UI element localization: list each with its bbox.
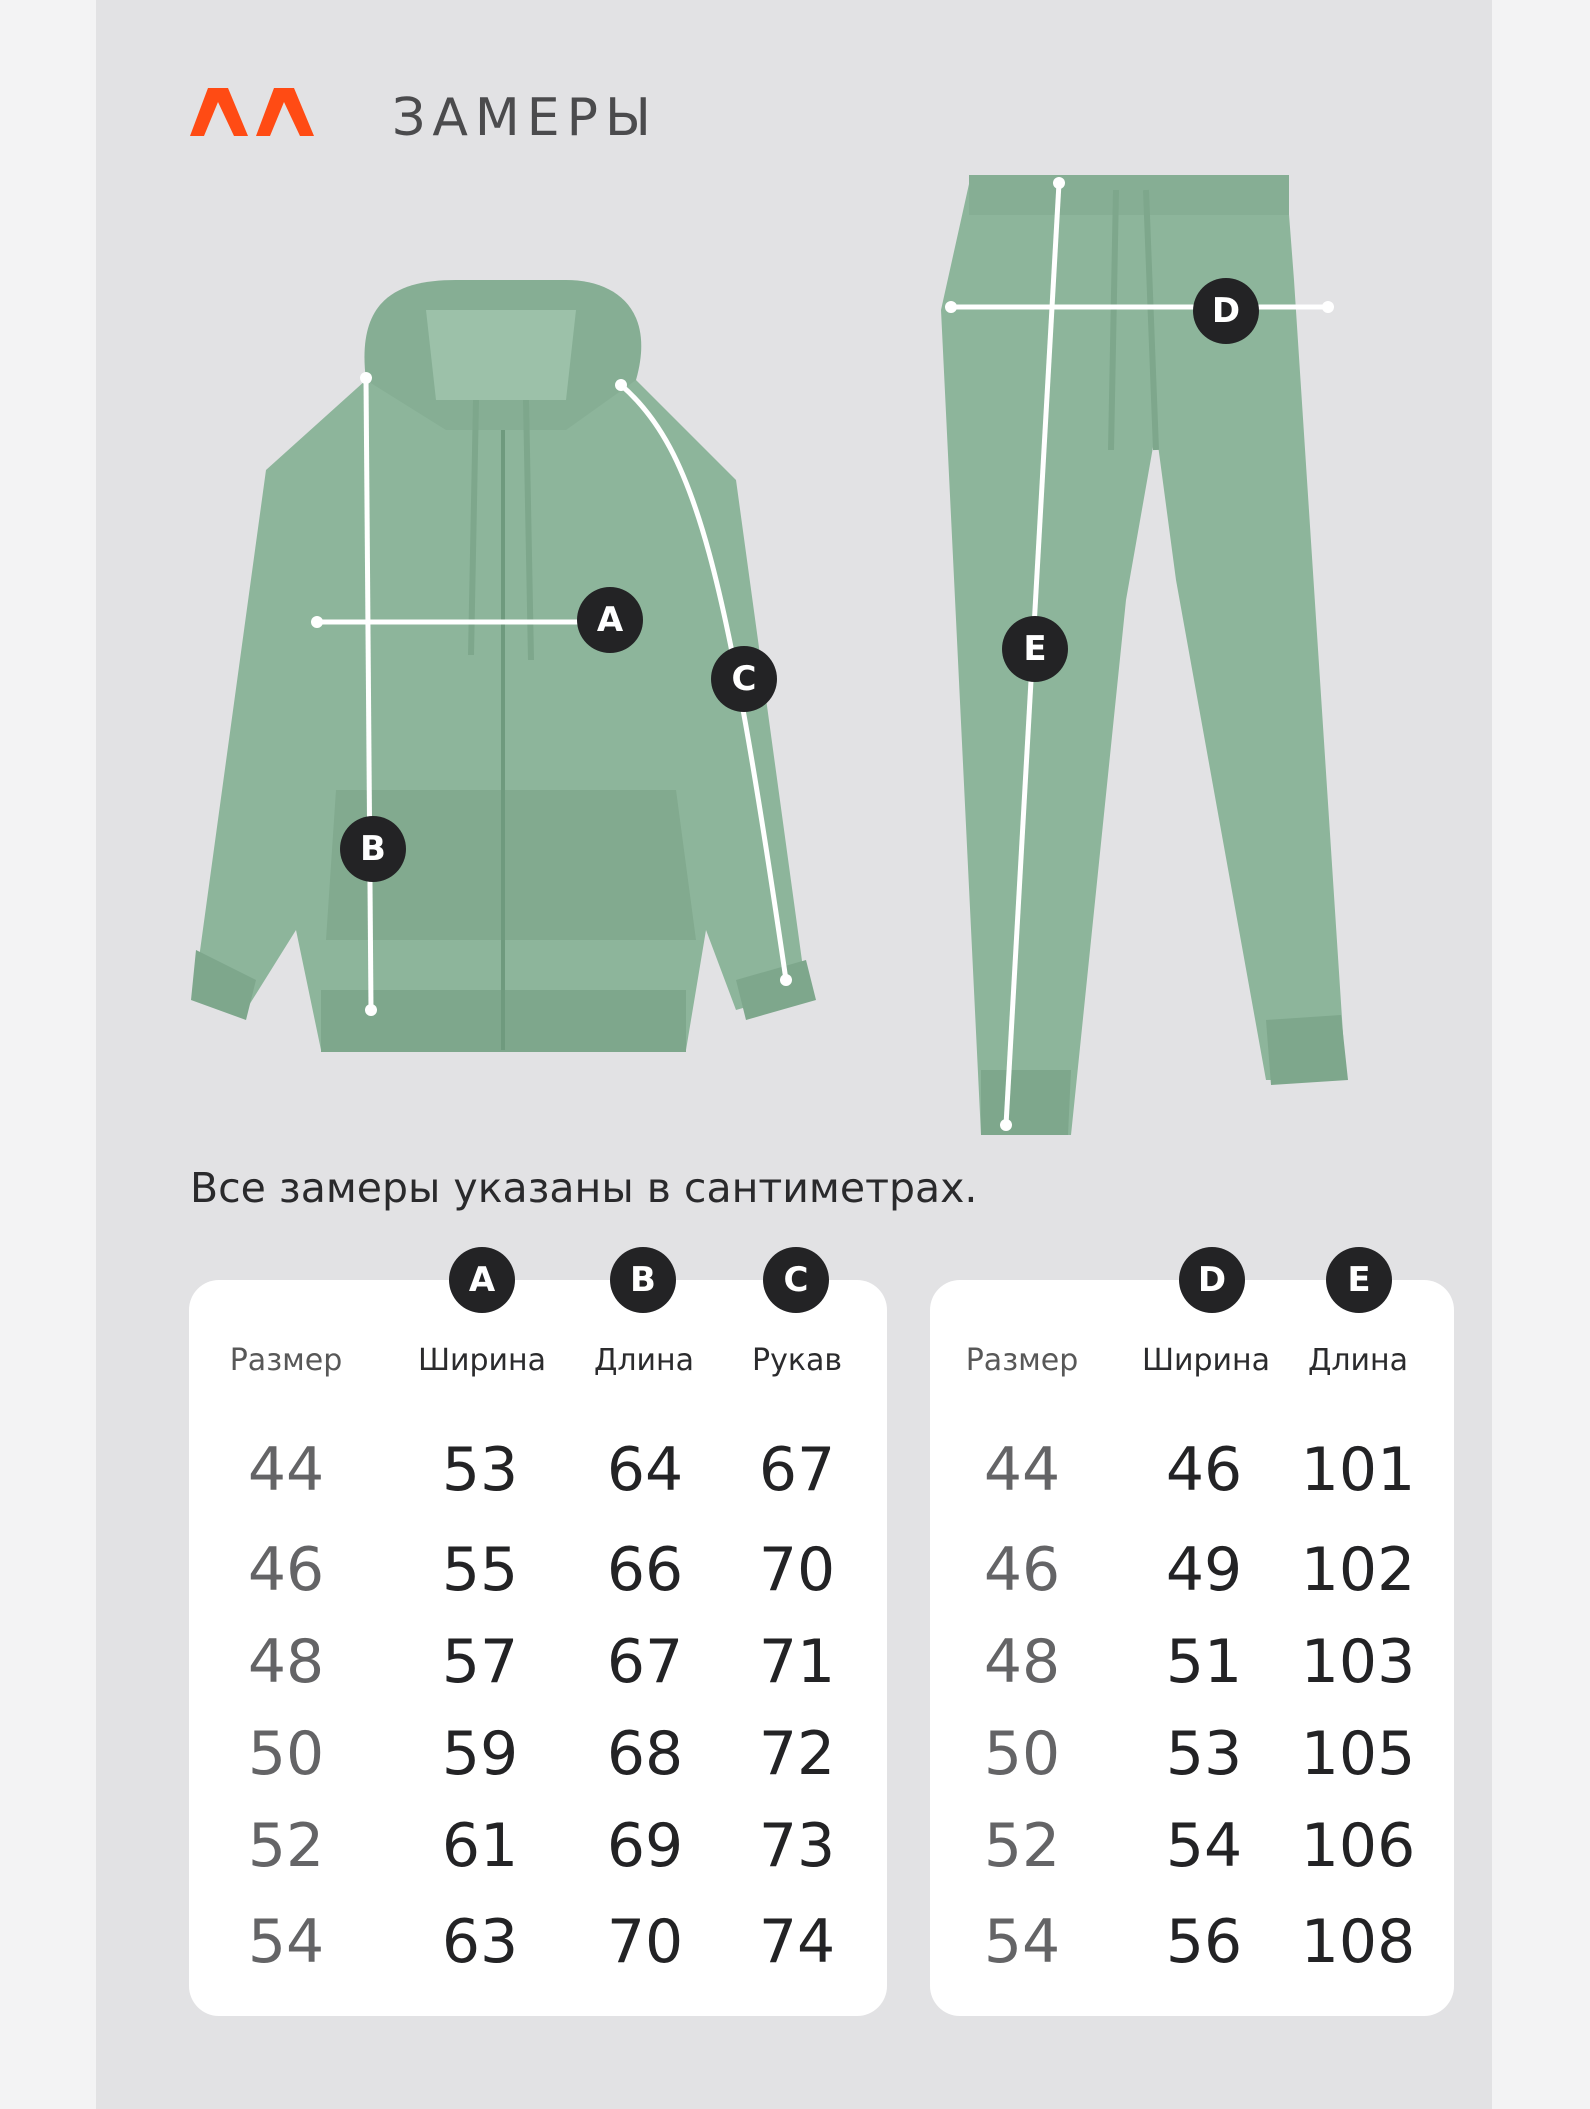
column-badge-c: C: [763, 1247, 829, 1313]
value-cell: 55: [441, 1535, 519, 1605]
column-badge-b: B: [610, 1247, 676, 1313]
size-cell: 48: [247, 1627, 325, 1697]
value-cell: 67: [606, 1627, 684, 1697]
size-cell: 50: [247, 1719, 325, 1789]
column-badge-a: A: [449, 1247, 515, 1313]
value-cell: 66: [606, 1535, 684, 1605]
value-cell: 106: [1300, 1811, 1416, 1881]
header-size: Размер: [965, 1343, 1079, 1378]
value-cell: 49: [1165, 1535, 1243, 1605]
pants-badge-e: E: [1002, 616, 1068, 682]
value-cell: 53: [1165, 1719, 1243, 1789]
value-cell: 59: [441, 1719, 519, 1789]
units-note: Все замеры указаны в сантиметрах.: [190, 1164, 978, 1212]
hoodie-badge-b: B: [340, 816, 406, 882]
header-width: Ширина: [417, 1343, 547, 1378]
pants-badge-d: D: [1193, 278, 1259, 344]
value-cell: 67: [758, 1435, 836, 1505]
size-cell: 52: [983, 1811, 1061, 1881]
value-cell: 56: [1165, 1907, 1243, 1977]
header-width: Ширина: [1141, 1343, 1271, 1378]
header-length: Длина: [593, 1343, 695, 1378]
value-cell: 74: [758, 1907, 836, 1977]
column-badge-d: D: [1179, 1247, 1245, 1313]
size-cell: 54: [983, 1907, 1061, 1977]
size-cell: 44: [247, 1435, 325, 1505]
brand-logo: [190, 88, 330, 136]
value-cell: 101: [1300, 1435, 1416, 1505]
size-cell: 48: [983, 1627, 1061, 1697]
value-cell: 73: [758, 1811, 836, 1881]
garments-illustration: [96, 150, 1492, 1140]
header-sleeve: Рукав: [751, 1343, 843, 1378]
value-cell: 64: [606, 1435, 684, 1505]
size-cell: 46: [983, 1535, 1061, 1605]
value-cell: 51: [1165, 1627, 1243, 1697]
value-cell: 102: [1300, 1535, 1416, 1605]
value-cell: 53: [441, 1435, 519, 1505]
value-cell: 63: [441, 1907, 519, 1977]
value-cell: 108: [1300, 1907, 1416, 1977]
value-cell: 57: [441, 1627, 519, 1697]
value-cell: 54: [1165, 1811, 1243, 1881]
size-cell: 46: [247, 1535, 325, 1605]
size-cell: 44: [983, 1435, 1061, 1505]
page-title: ЗАМЕРЫ: [392, 88, 658, 148]
size-cell: 54: [247, 1907, 325, 1977]
value-cell: 61: [441, 1811, 519, 1881]
size-cell: 52: [247, 1811, 325, 1881]
hoodie-badge-a: A: [577, 587, 643, 653]
value-cell: 68: [606, 1719, 684, 1789]
value-cell: 103: [1300, 1627, 1416, 1697]
value-cell: 46: [1165, 1435, 1243, 1505]
column-badge-e: E: [1326, 1247, 1392, 1313]
value-cell: 69: [606, 1811, 684, 1881]
header-size: Размер: [229, 1343, 343, 1378]
hoodie-badge-c: C: [711, 646, 777, 712]
value-cell: 72: [758, 1719, 836, 1789]
value-cell: 71: [758, 1627, 836, 1697]
value-cell: 70: [606, 1907, 684, 1977]
value-cell: 70: [758, 1535, 836, 1605]
size-cell: 50: [983, 1719, 1061, 1789]
header-length: Длина: [1307, 1343, 1409, 1378]
value-cell: 105: [1300, 1719, 1416, 1789]
